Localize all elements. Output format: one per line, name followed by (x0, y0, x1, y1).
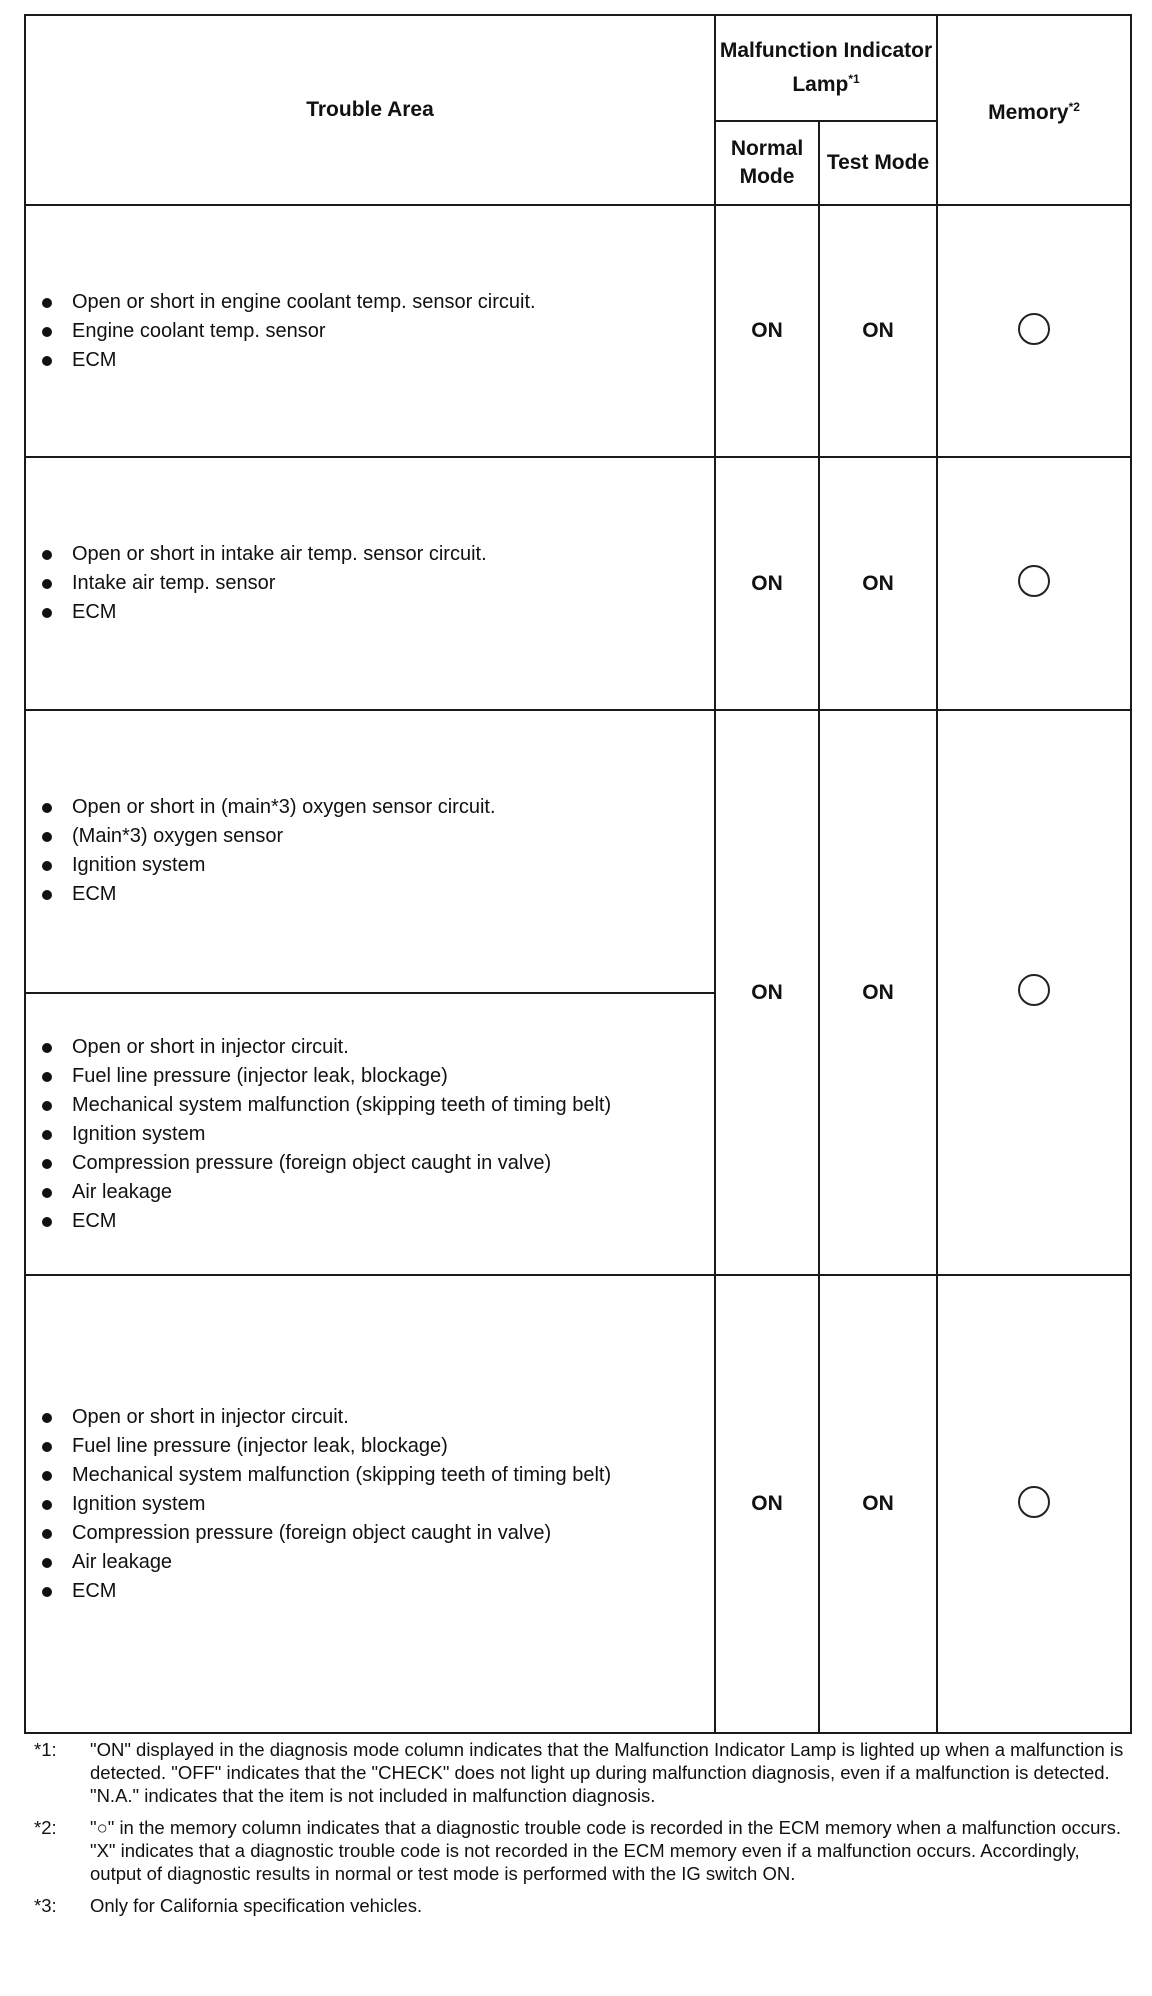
bullet-icon (42, 1072, 52, 1082)
memory-value (937, 205, 1131, 457)
footnote (26, 1894, 1126, 1917)
test-mode-value: ON (819, 710, 937, 1276)
list-item: Ignition system (38, 851, 714, 880)
trouble-area-cell (25, 205, 715, 457)
bullet-icon (42, 1130, 52, 1140)
bullet-icon (42, 1558, 52, 1568)
footnote (26, 1816, 1126, 1885)
trouble-area-list (38, 1403, 714, 1606)
bullet-icon (42, 890, 52, 900)
bullet-icon (42, 803, 52, 813)
memory-header: Memory$^{*2}$ (937, 15, 1131, 205)
normal-mode-value: ON (715, 205, 819, 457)
bullet-icon (42, 550, 52, 560)
bullet-icon (42, 608, 52, 618)
trouble-area-header: Trouble Area (25, 15, 715, 205)
normal-mode-value: ON (715, 457, 819, 709)
list-item: Open or short in intake air temp. sensor circuit. (38, 540, 714, 569)
bullet-icon (42, 298, 52, 308)
memory-circle-icon (1018, 565, 1050, 597)
trouble-area-list (38, 288, 714, 375)
list-item: Ignition system (38, 1490, 714, 1519)
footnote-text: "ON" displayed in the diagnosis mode column indicates that the Malfunction Indicator Lamp is lighted up when a malfunction is detected. "OFF" indicates that the "CHECK" does not light up during malfunction diagnosis, even if a malfunction is detected. "N.A." indicates that the item is not included in malfunction diagnosis. (90, 1739, 1124, 1806)
bullet-icon (42, 1442, 52, 1452)
list-item: ECM (38, 880, 714, 909)
bullet-icon (42, 327, 52, 337)
table-row (25, 205, 1131, 457)
list-item: Open or short in engine coolant temp. sensor circuit. (38, 288, 714, 317)
memory-value (937, 1275, 1131, 1733)
test-mode-header: Test Mode (819, 121, 937, 205)
trouble-area-cell (25, 710, 715, 993)
trouble-area-list (38, 540, 714, 627)
footnote-mark: *2: (34, 1817, 57, 1838)
normal-mode-header: Normal Mode (715, 121, 819, 205)
list-item: Open or short in injector circuit. (38, 1403, 714, 1432)
bullet-icon (42, 1188, 52, 1198)
bullet-icon (42, 1413, 52, 1423)
bullet-icon (42, 1471, 52, 1481)
bullet-icon (42, 1101, 52, 1111)
normal-mode-value: ON (715, 710, 819, 1276)
list-item: Mechanical system malfunction (skipping teeth of timing belt) (38, 1461, 714, 1490)
bullet-icon (42, 1043, 52, 1053)
bullet-icon (42, 1500, 52, 1510)
footnote-text: "○" in the memory column indicates that a diagnostic trouble code is recorded in the ECM memory when a malfunction occurs. "X" indicates that a diagnostic trouble code is not recorded in the ECM memory even if a malfunction occurs. Accordingly, output of diagnostic results in normal or test mode is performed with the IG switch ON. (90, 1817, 1121, 1884)
bullet-icon (42, 1587, 52, 1597)
trouble-area-cell (25, 1275, 715, 1733)
diagnostic-table-page (24, 14, 1130, 1734)
list-item: Engine coolant temp. sensor (38, 317, 714, 346)
list-item: Air leakage (38, 1548, 714, 1577)
test-mode-value: ON (819, 205, 937, 457)
footnotes (26, 1738, 1126, 1926)
table-row (25, 1275, 1131, 1733)
list-item: ECM (38, 1577, 714, 1606)
trouble-area-list (38, 1033, 714, 1236)
bullet-icon (42, 356, 52, 366)
bullet-icon (42, 861, 52, 871)
list-item: Open or short in (main*3) oxygen sensor circuit. (38, 793, 714, 822)
table-row (25, 710, 1131, 993)
bullet-icon (42, 832, 52, 842)
memory-circle-icon (1018, 313, 1050, 345)
list-item: Mechanical system malfunction (skipping teeth of timing belt) (38, 1091, 714, 1120)
trouble-area-list (38, 793, 714, 909)
memory-circle-icon (1018, 974, 1050, 1006)
bullet-icon (42, 1217, 52, 1227)
bullet-icon (42, 1529, 52, 1539)
footnote (26, 1738, 1126, 1807)
list-item: (Main*3) oxygen sensor (38, 822, 714, 851)
test-mode-value: ON (819, 457, 937, 709)
list-item: ECM (38, 598, 714, 627)
list-item: Open or short in injector circuit. (38, 1033, 714, 1062)
list-item: Intake air temp. sensor (38, 569, 714, 598)
list-item: ECM (38, 346, 714, 375)
list-item: ECM (38, 1207, 714, 1236)
test-mode-value: ON (819, 1275, 937, 1733)
list-item: Fuel line pressure (injector leak, blockage) (38, 1062, 714, 1091)
mil-header: Malfunction Indicator Lamp$^{*1}$ (715, 15, 937, 121)
trouble-area-cell (25, 457, 715, 709)
footnote-text: Only for California specification vehicles. (90, 1895, 423, 1916)
trouble-table (24, 14, 1132, 1734)
list-item: Compression pressure (foreign object caught in valve) (38, 1149, 714, 1178)
list-item: Fuel line pressure (injector leak, blockage) (38, 1432, 714, 1461)
list-item: Compression pressure (foreign object caught in valve) (38, 1519, 714, 1548)
table-row (25, 457, 1131, 709)
footnote-mark: *1: (34, 1739, 57, 1760)
footnote-mark: *3: (34, 1895, 57, 1916)
memory-value (937, 710, 1131, 1276)
trouble-area-cell (25, 993, 715, 1276)
bullet-icon (42, 579, 52, 589)
list-item: Air leakage (38, 1178, 714, 1207)
list-item: Ignition system (38, 1120, 714, 1149)
memory-value (937, 457, 1131, 709)
memory-circle-icon (1018, 1486, 1050, 1518)
normal-mode-value: ON (715, 1275, 819, 1733)
bullet-icon (42, 1159, 52, 1169)
